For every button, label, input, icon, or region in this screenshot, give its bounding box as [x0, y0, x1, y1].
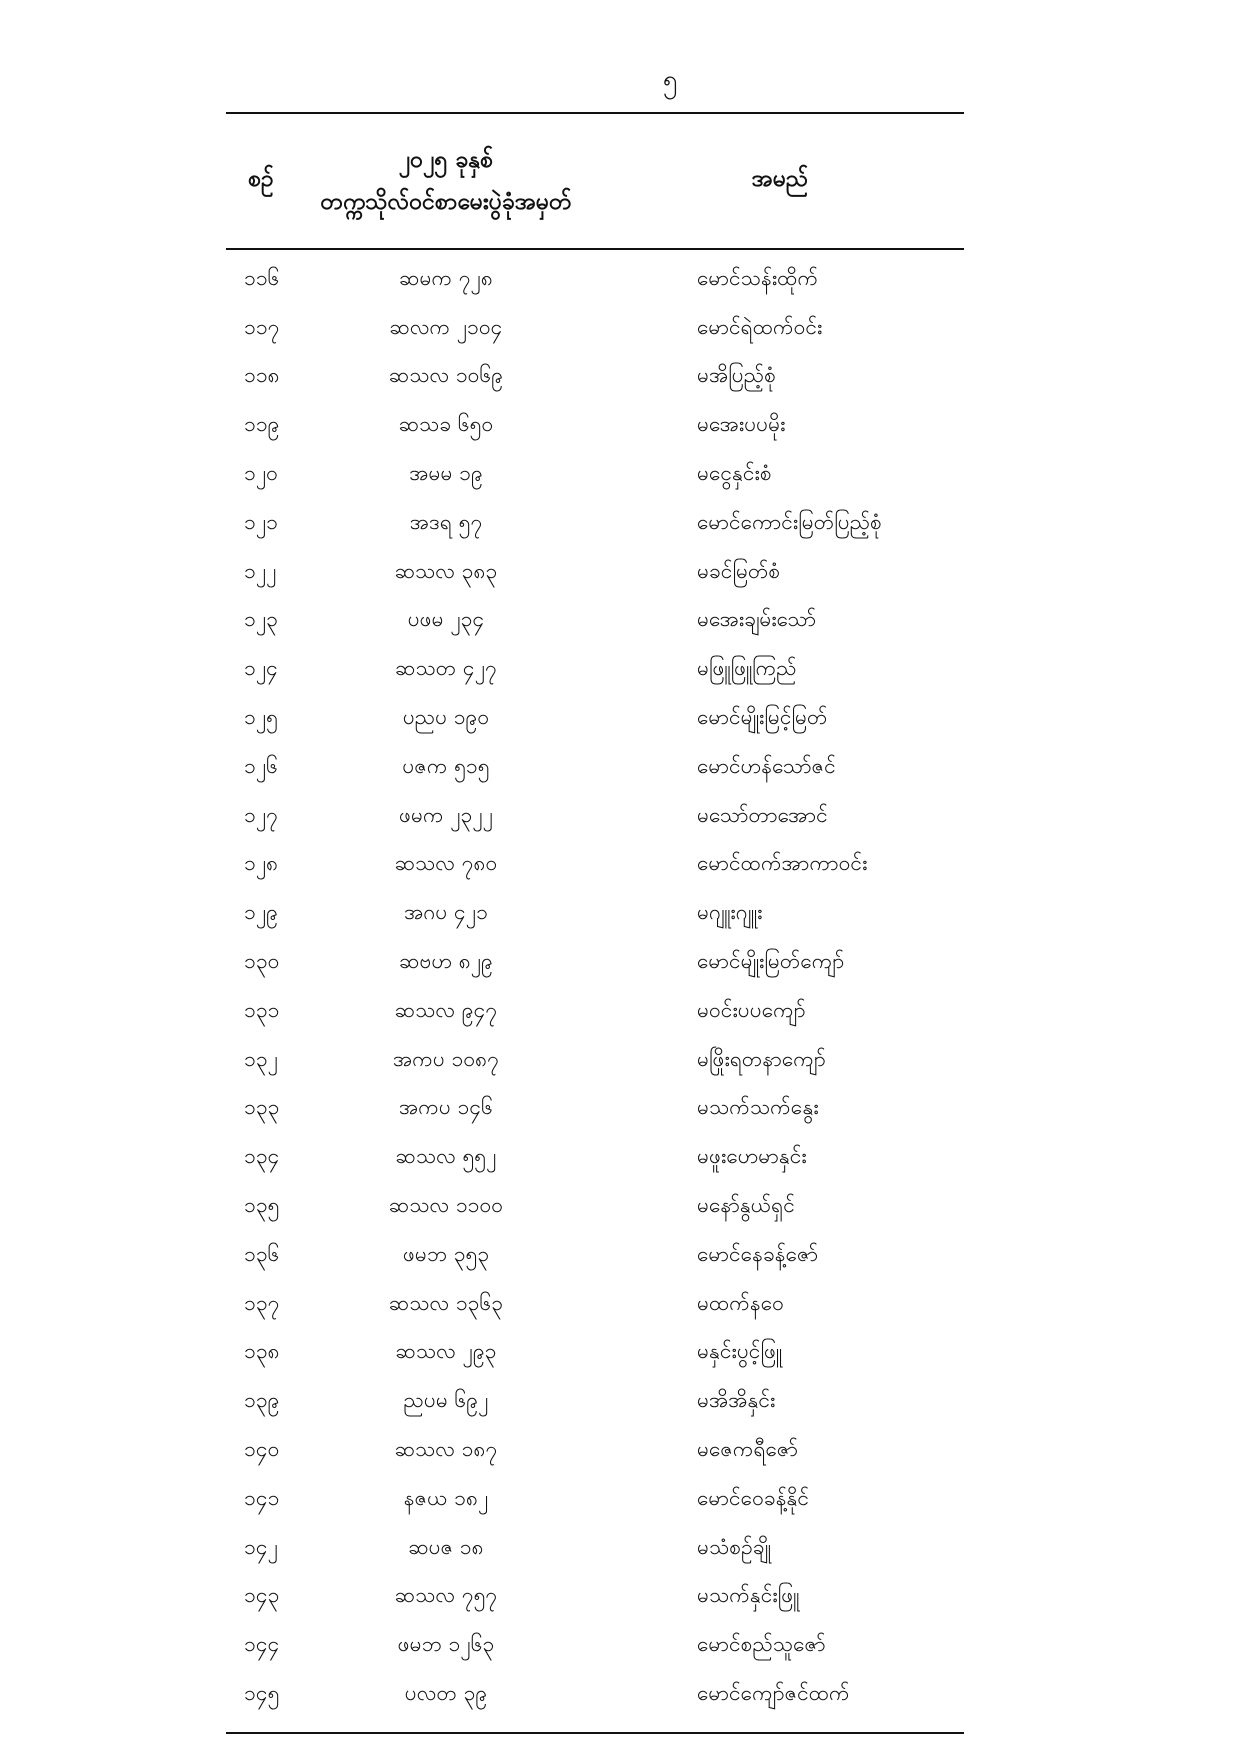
- row-exam-roll-no: နဇယ ၁၈၂: [403, 1485, 489, 1510]
- row-exam-roll-no: ဆသလ ၇၅၇: [394, 1583, 498, 1608]
- row-exam-roll-no: အဂပ ၄၂၁: [404, 900, 488, 925]
- results-table: [226, 112, 964, 1734]
- row-name: မသော်တာအောင်: [697, 802, 828, 827]
- table-row: [226, 354, 964, 403]
- row-serial-no: ၁၄၂: [244, 1534, 278, 1559]
- row-serial-no: ၁၂၆: [244, 753, 278, 778]
- table-row: [226, 1086, 964, 1135]
- row-name: မနှင်းပွင့်ဖြူ: [697, 1339, 783, 1364]
- table-row: [226, 695, 964, 744]
- table-row: [226, 1622, 964, 1671]
- header-exam-roll-no: [296, 139, 596, 223]
- table-row: [226, 598, 964, 647]
- table-row: [226, 1476, 964, 1525]
- row-serial-no: ၁၂၃: [244, 607, 278, 632]
- row-exam-roll-no: ဆသခ ၆၅၀: [398, 412, 494, 437]
- row-name: မခင်မြတ်စံ: [697, 558, 781, 583]
- row-name: မောင်ကောင်းမြတ်ပြည့်စုံ: [697, 509, 882, 534]
- row-name: မောင်စည်သူဇော်: [697, 1632, 826, 1657]
- row-exam-roll-no: ပညပ ၁၉၀: [402, 705, 490, 730]
- row-name: မအိအိနှင်း: [697, 1388, 776, 1413]
- table-row: [226, 988, 964, 1037]
- table-row: [226, 890, 964, 939]
- table-row: [226, 1037, 964, 1086]
- row-serial-no: ၁၃၀: [244, 949, 280, 974]
- table-row: [226, 1183, 964, 1232]
- row-name: မောင်ထက်အာကာဝင်း: [697, 851, 868, 876]
- table-row: [226, 793, 964, 842]
- row-exam-roll-no: ဆသလ ၅၅၂: [395, 1144, 497, 1169]
- row-exam-roll-no: ဆသတ ၄၂၇: [395, 656, 497, 681]
- table-row: [226, 1134, 964, 1183]
- row-name: မဇေကရီဇော်: [697, 1437, 799, 1462]
- table-row: [226, 451, 964, 500]
- row-serial-no: ၁၂၀: [244, 461, 278, 486]
- row-exam-roll-no: ဆသလ ၁၈၇: [394, 1437, 498, 1462]
- row-serial-no: ၁၃၅: [244, 1193, 280, 1218]
- table-row: [226, 1525, 964, 1574]
- table-row: [226, 646, 964, 695]
- row-name: မောင်နေခန့်ဇော်: [697, 1241, 819, 1266]
- row-serial-no: ၁၄၅: [244, 1681, 280, 1705]
- row-name: မောင်မျိုးမြတ်ကျော်: [697, 949, 845, 974]
- row-serial-no: ၁၄၄: [244, 1632, 280, 1657]
- row-exam-roll-no: အဒရ ၅၇: [409, 509, 483, 534]
- row-serial-no: ၁၃၃: [244, 1095, 280, 1120]
- row-exam-roll-no: ဆမက ၇၂၈: [399, 265, 493, 290]
- table-body: [226, 250, 964, 1732]
- row-name: မအေးပပမိုး: [697, 412, 786, 437]
- page-number: ၅: [662, 65, 678, 95]
- row-serial-no: ၁၁၆: [244, 265, 280, 290]
- table-row: [226, 1281, 964, 1330]
- table-row: [226, 1574, 964, 1623]
- row-serial-no: ၁၁၈: [244, 363, 280, 388]
- table-row: [226, 1330, 964, 1379]
- row-serial-no: ၁၂၉: [244, 900, 278, 925]
- row-serial-no: ၁၄၃: [244, 1583, 280, 1608]
- table-header: [226, 114, 964, 248]
- row-serial-no: ၁၃၆: [244, 1241, 280, 1266]
- row-serial-no: ၁၃၇: [244, 1290, 280, 1315]
- table-row: [226, 305, 964, 354]
- row-serial-no: ၁၂၅: [244, 705, 278, 730]
- header-serial-no: စဉ်: [248, 166, 274, 192]
- row-name: မသံစဉ်ချို: [697, 1534, 771, 1559]
- row-exam-roll-no: ပဇက ၅၁၅: [402, 753, 490, 778]
- row-name: မနော်နွယ်ရှင်: [697, 1193, 795, 1218]
- table-row: [226, 744, 964, 793]
- row-exam-roll-no: ပလတ ၃၉: [404, 1681, 488, 1705]
- row-exam-roll-no: ဆသလ ၁၁၀၀: [388, 1193, 504, 1218]
- row-name: မောင်ကျော်ဇင်ထက်: [697, 1681, 850, 1705]
- header-exam-roll-line2: တက္ကသိုလ်ဝင်စာမေးပွဲခုံအမှတ်: [320, 189, 572, 215]
- row-exam-roll-no: ဆသလ ၁၀၆၉: [388, 363, 504, 388]
- row-serial-no: ၁၂၇: [244, 802, 278, 827]
- row-serial-no: ၁၂၁: [244, 509, 278, 534]
- row-exam-roll-no: ဆသလ ၇၈၀: [394, 851, 498, 876]
- row-serial-no: ၁၃၈: [244, 1339, 280, 1364]
- row-name: မောင်မျိုးမြင့်မြတ်: [697, 705, 828, 730]
- row-exam-roll-no: ညပမ ၆၉၂: [403, 1388, 489, 1413]
- row-name: မဂျူးဂျူး: [697, 900, 763, 925]
- table-bottom-rule: [226, 1732, 964, 1734]
- header-exam-roll-line1: ၂၀၂၅ ခုနှစ်: [398, 147, 494, 173]
- header-name: အမည်: [751, 166, 809, 192]
- table-row: [226, 1427, 964, 1476]
- row-name: မောင်သန်းထိုက်: [697, 265, 819, 290]
- table-row: [226, 842, 964, 891]
- table-row: [226, 402, 964, 451]
- row-name: မောင်ဝေခန့်နိုင်: [697, 1485, 810, 1510]
- table-row: [226, 256, 964, 305]
- row-exam-roll-no: ပဖမ ၂၃၄: [407, 607, 485, 632]
- row-name: မဖူးဟေမာနှင်း: [697, 1144, 807, 1169]
- row-name: မအိပြည့်စုံ: [697, 363, 776, 388]
- row-exam-roll-no: ဆသလ ၃၈၃: [394, 558, 498, 583]
- row-serial-no: ၁၃၁: [244, 997, 280, 1022]
- table-row: [226, 500, 964, 549]
- row-name: မသက်သက်နွေး: [697, 1095, 819, 1120]
- row-serial-no: ၁၃၂: [244, 1046, 278, 1071]
- row-name: မထက်နဝေ: [697, 1290, 784, 1315]
- row-exam-roll-no: အကပ ၁၀၈၇: [393, 1046, 499, 1071]
- row-exam-roll-no: အကပ ၁၄၆: [399, 1095, 493, 1120]
- row-name: မငွေနှင်းစံ: [697, 461, 772, 486]
- row-serial-no: ၁၄၁: [244, 1485, 280, 1510]
- row-exam-roll-no: ဆဗဟ ၈၂၉: [399, 949, 493, 974]
- row-exam-roll-no: ဖမဘ ၃၅၃: [402, 1241, 490, 1266]
- row-exam-roll-no: ဖမက ၂၃၂၂: [399, 802, 493, 827]
- row-name: မဝင်းပပကျော်: [697, 997, 806, 1022]
- row-serial-no: ၁၂၄: [244, 656, 278, 681]
- table-row: [226, 1378, 964, 1427]
- table-row: [226, 1232, 964, 1281]
- row-name: မဖြူဖြူကြည်: [697, 656, 797, 681]
- row-serial-no: ၁၁၉: [244, 412, 280, 437]
- row-name: မအေးချမ်းသော်: [697, 607, 817, 632]
- row-name: မောင်ဟန်သော်ဇင်: [697, 753, 836, 778]
- table-row: [226, 549, 964, 598]
- row-serial-no: ၁၁၇: [244, 314, 280, 339]
- row-serial-no: ၁၄၀: [244, 1437, 280, 1462]
- row-exam-roll-no: ဆလက ၂၁၀၄: [389, 314, 503, 339]
- table-row: [226, 939, 964, 988]
- row-serial-no: ၁၃၉: [244, 1388, 280, 1413]
- row-name: မဖြိုးရတနာကျော်: [697, 1046, 826, 1071]
- row-exam-roll-no: ဆသလ ၁၃၆၃: [388, 1290, 504, 1315]
- row-serial-no: ၁၃၄: [244, 1144, 280, 1169]
- row-exam-roll-no: ဆပဇ ၁၈: [408, 1534, 484, 1559]
- row-name: မောင်ရဲထက်ဝင်း: [697, 314, 823, 339]
- row-name: မသက်နှင်းဖြူ: [697, 1583, 800, 1608]
- row-serial-no: ၁၂၈: [244, 851, 279, 876]
- row-exam-roll-no: အမမ ၁၉: [409, 461, 483, 486]
- table-row: [226, 1671, 964, 1720]
- row-serial-no: ၁၂၂: [244, 558, 277, 583]
- row-exam-roll-no: ဖမဘ ၁၂၆၃: [397, 1632, 495, 1657]
- row-exam-roll-no: ဆသလ ၂၉၃: [395, 1339, 497, 1364]
- row-exam-roll-no: ဆသလ ၉၄၇: [394, 997, 498, 1022]
